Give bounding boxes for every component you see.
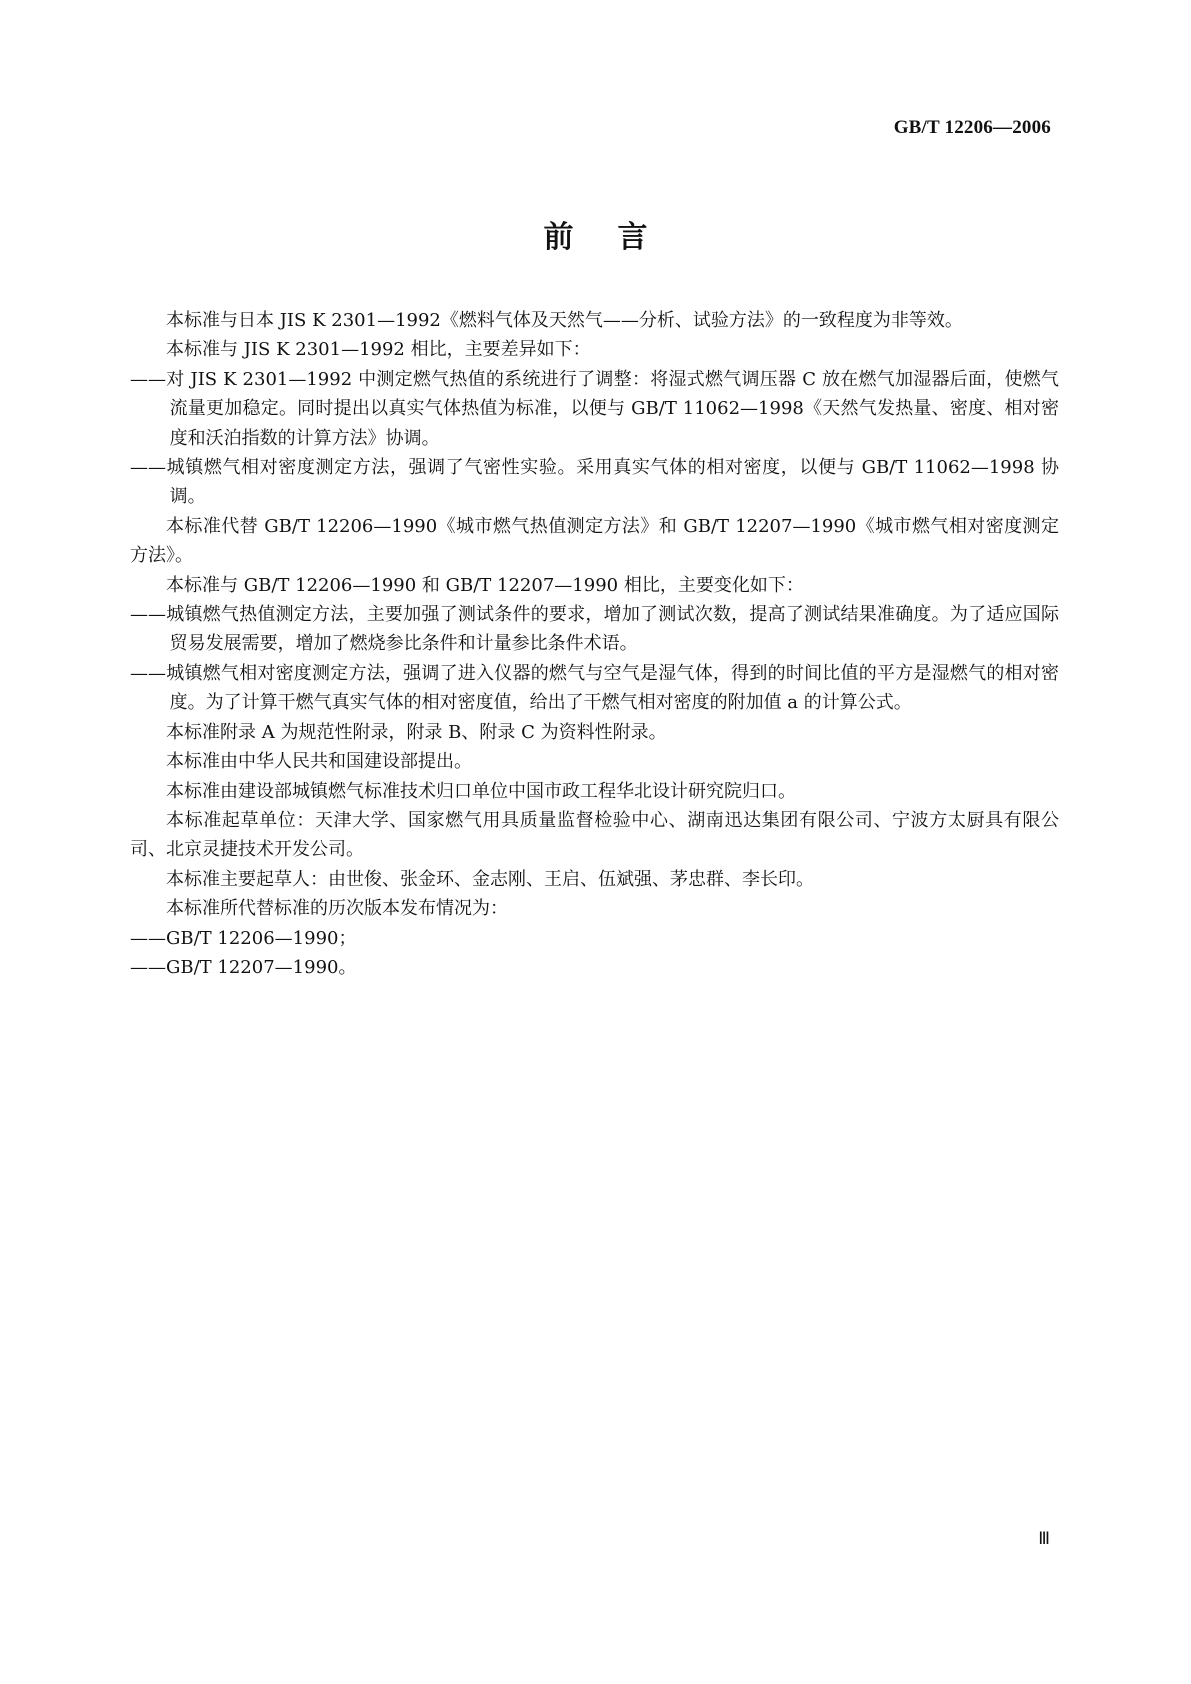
document-body (130, 306, 1059, 982)
list-item: ——GB/T 12207—1990。 (130, 956, 357, 978)
page-number: Ⅲ (1038, 1529, 1050, 1548)
paragraph: 本标准所代替标准的历次版本发布情况为： (166, 898, 508, 920)
list-item: ——对 JIS K 2301—1992 中测定燃气热值的系统进行了调整：将湿式燃气调压器 C 放在燃气加湿器后面，使燃气流量更加稳定。同时提出以真实气体热值为标准，以便与 GB/T 11062—1998《天然气发热量、密度、相对密度和沃泊指数的计算方法》协调。 (130, 368, 1059, 449)
paragraph: 本标准与 JIS K 2301—1992 相比，主要差异如下： (166, 339, 591, 361)
page-title: 前言 (543, 220, 692, 255)
list-item: ——城镇燃气相对密度测定方法，强调了气密性实验。采用真实气体的相对密度，以便与 GB/T 11062—1998 协调。 (130, 457, 1059, 508)
paragraph: 本标准由中华人民共和国建设部提出。 (166, 751, 472, 773)
paragraph: 本标准由建设部城镇燃气标准技术归口单位中国市政工程华北设计研究院归口。 (166, 780, 796, 802)
paragraph: 本标准代替 GB/T 12206—1990《城市燃气热值测定方法》和 GB/T 12207—1990《城市燃气相对密度测定方法》。 (130, 515, 1059, 567)
standard-code: GB/T 12206—2006 (893, 117, 1051, 138)
list-item: ——GB/T 12206—1990； (130, 927, 357, 949)
paragraph: 本标准附录 A 为规范性附录，附录 B、附录 C 为资料性附录。 (166, 721, 667, 743)
paragraph: 本标准起草单位：天津大学、国家燃气用具质量监督检验中心、湖南迅达集团有限公司、宁波方太厨具有限公司、北京灵捷技术开发公司。 (130, 809, 1059, 861)
paragraph: 本标准与日本 JIS K 2301—1992《燃料气体及天然气——分析、试验方法》的一致程度为非等效。 (166, 310, 963, 331)
list-item: ——城镇燃气相对密度测定方法，强调了进入仪器的燃气与空气是湿气体，得到的时间比值的平方是湿燃气的相对密度。为了计算干燃气真实气体的相对密度值，给出了干燃气相对密度的附加值 a 的计算公式。 (130, 662, 1059, 714)
paragraph: 本标准与 GB/T 12206—1990 和 GB/T 12207—1990 相比，主要变化如下： (166, 574, 804, 596)
paragraph: 本标准主要起草人：由世俊、张金环、金志刚、王启、伍斌强、茅忠群、李长印。 (166, 868, 814, 890)
list-item: ——城镇燃气热值测定方法，主要加强了测试条件的要求，增加了测试次数，提高了测试结果准确度。为了适应国际贸易发展需要，增加了燃烧参比条件和计量参比条件术语。 (130, 604, 1059, 655)
